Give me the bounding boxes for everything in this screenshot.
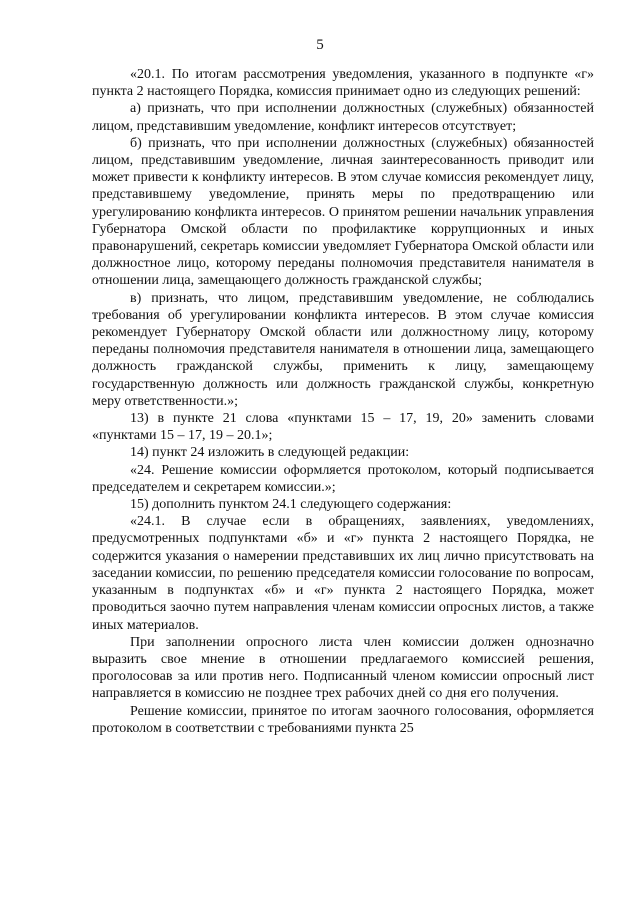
paragraph-item-14: 14) пункт 24 изложить в следующей редакции: (130, 445, 410, 461)
paragraph-absentee-decision: Решение комиссии, принятое по итогам заочного голосования, оформляется протоколом в соответствии с требованиями пункта 25 (92, 703, 594, 736)
document-body (92, 66, 594, 737)
paragraph-item-13: 13) в пункте 21 слова «пунктами 15 – 17, 19, 20» заменить словами «пунктами 15 – 17, 19 – 20.1»; (92, 411, 594, 444)
paragraph-point-24-1: «24.1. В случае если в обращениях, заявлениях, уведомлениях, предусмотренных подпунктами «б» и «г» пункта 2 настоящего Порядка, не содержится указания о намерении представивших их лиц лично присутствовать на заседании комиссии, по решению председателя комиссии голосование по вопросам, указанным в подпунктах «б» и «г» пункта 2 настоящего Порядка, может проводиться заочно путем направления членам комиссии опросных листов, а также иных материалов. (92, 514, 594, 633)
paragraph-decision-a: а) признать, что при исполнении должностных (служебных) обязанностей лицом, представившим уведомление, конфликт интересов отсутствует; (92, 101, 594, 134)
paragraph-questionnaire: При заполнении опросного листа член комиссии должен однозначно выразить свое мнение в отношении предлагаемого комиссией решения, проголосовав за или против него. Подписанный членом комиссии опросный лист направляется в комиссию не позднее трех рабочих дней со дня его получения. (92, 634, 594, 702)
paragraph-decision-b: б) признать, что при исполнении должностных (служебных) обязанностей лицом, представившим уведомление, личная заинтересованность приводит или может привести к конфликту интересов. В этом случае комиссия рекомендует лицу, представившему уведомление, принять меры по предотвращению или урегулированию конфликта интересов. О принятом решении начальник управления Губернатора Омской области по профилактике коррупционных и иных правонарушений, секретарь комиссии уведомляет Губернатора Омской области или должностное лицо, которому переданы полномочия представителя нанимателя в отношении лица, замещающего должность гражданской службы; (92, 135, 594, 289)
paragraph-20-1-intro: «20.1. По итогам рассмотрения уведомления, указанного в подпункте «г» пункта 2 настоящего Порядка, комиссия принимает одно из следующих решений: (92, 67, 594, 100)
page-number: 5 (316, 37, 324, 53)
paragraph-item-15: 15) дополнить пунктом 24.1 следующего содержания: (130, 497, 452, 513)
paragraph-point-24: «24. Решение комиссии оформляется протоколом, который подписывается председателем и секретарем комиссии.»; (92, 462, 594, 495)
paragraph-decision-v: в) признать, что лицом, представившим уведомление, не соблюдались требования об урегулировании конфликта интересов. В этом случае комиссия рекомендует Губернатору Омской области или должностному лицу, которому переданы полномочия представителя нанимателя в отношении лица, замещающего должность гражданской службы, применить к лицу, замещающему государственную должность или должность гражданской службы, конкретную меру ответственности.»; (92, 290, 594, 409)
